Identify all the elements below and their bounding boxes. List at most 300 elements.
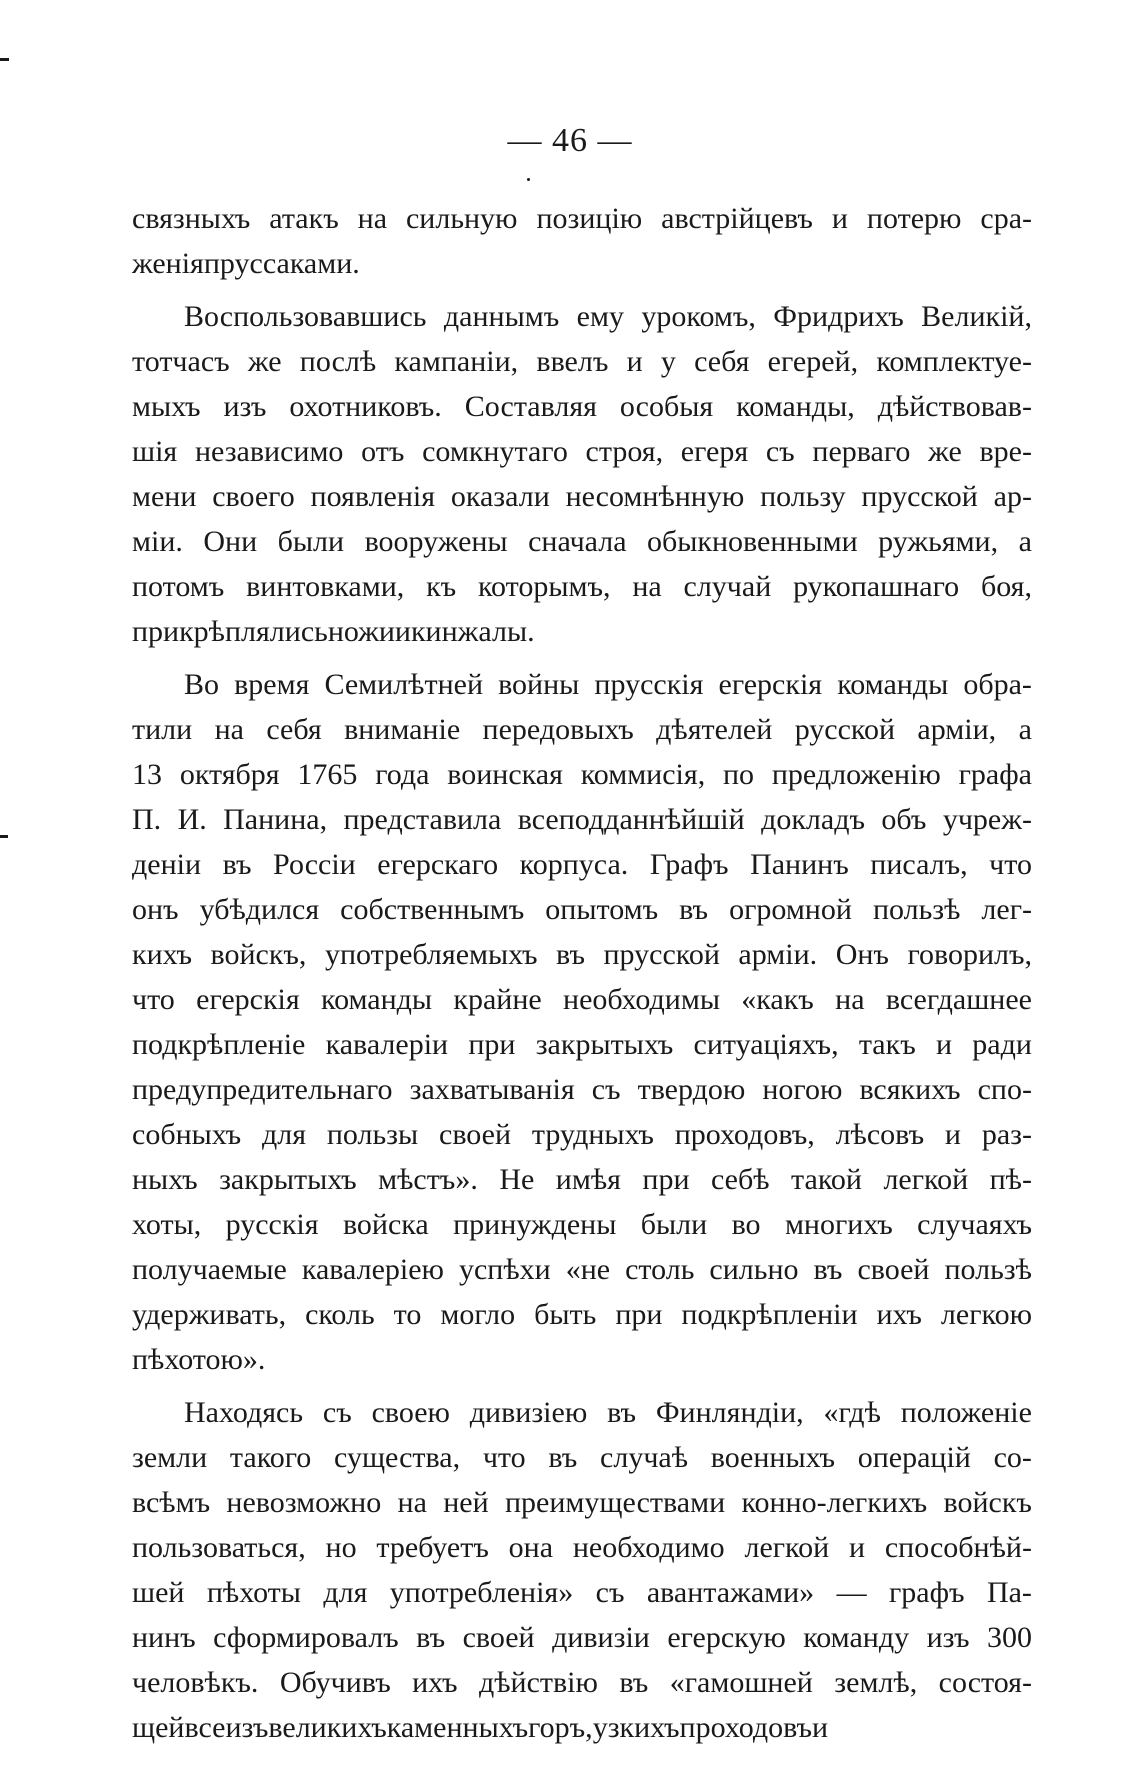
- word: и: [831, 202, 848, 235]
- word: тотчасъ: [132, 345, 230, 378]
- word: могло: [440, 1298, 516, 1331]
- word: корпуса.: [519, 848, 629, 881]
- word: при: [642, 1163, 690, 1196]
- word: коммисія,: [580, 758, 706, 791]
- word: съ: [322, 1396, 352, 1429]
- word: авантажами»: [646, 1576, 815, 1609]
- text-line: [132, 564, 1032, 609]
- word: съ: [591, 1073, 621, 1106]
- word: русскія: [225, 1208, 319, 1241]
- word: егерей,: [767, 345, 859, 378]
- word: способнѣй-: [884, 1531, 1032, 1564]
- word: изъ: [223, 390, 267, 423]
- word: необходимы: [563, 983, 720, 1016]
- margin-mark: [0, 58, 9, 61]
- word: каменныхъ: [386, 1711, 529, 1744]
- word: къ: [426, 570, 457, 603]
- word: узкихъ: [592, 1711, 680, 1744]
- word: закрытыхъ: [219, 1163, 357, 1196]
- text-line: [132, 797, 1032, 842]
- word: всѣмъ: [132, 1486, 211, 1519]
- word: опытомъ: [545, 893, 659, 926]
- text-line: [132, 752, 1032, 797]
- word: пользѣ: [944, 1253, 1032, 1286]
- word: несомнѣнную: [565, 480, 745, 513]
- word: кавалеріи: [325, 1028, 449, 1061]
- word: и: [626, 345, 643, 378]
- word: проходовъ: [679, 1711, 813, 1744]
- word: многихъ: [784, 1208, 893, 1241]
- word: потомъ: [132, 570, 225, 603]
- word: легкой: [883, 1163, 969, 1196]
- word: случаяхъ: [917, 1208, 1032, 1241]
- word: на: [397, 1486, 427, 1519]
- word: человѣкъ.: [132, 1666, 259, 1699]
- word: ар-: [993, 480, 1032, 513]
- word: въ: [222, 848, 252, 881]
- word: операцій: [857, 1441, 971, 1474]
- word: захватыванія: [409, 1073, 575, 1106]
- word: земли: [132, 1441, 208, 1474]
- word: Онъ: [835, 938, 889, 971]
- word: П.: [132, 803, 162, 836]
- word: проходовъ,: [674, 1118, 815, 1151]
- word: учреж-: [942, 803, 1032, 836]
- word: дивизіею: [469, 1396, 588, 1429]
- word: были: [640, 1208, 708, 1241]
- word: легкою: [940, 1298, 1032, 1331]
- text-line: [132, 1390, 1032, 1435]
- word: все: [184, 1711, 226, 1744]
- word: октября: [179, 758, 280, 791]
- word: на: [357, 202, 388, 235]
- text-line: [132, 662, 1032, 707]
- word: обра-: [963, 668, 1032, 701]
- word: арміи,: [917, 713, 997, 746]
- word: сра-: [980, 202, 1032, 235]
- word: ввелъ: [536, 345, 609, 378]
- word: шей: [132, 1576, 185, 1609]
- word: ножи: [327, 615, 395, 648]
- word: объ: [881, 803, 927, 836]
- word: лег-: [981, 893, 1032, 926]
- word: щей: [132, 1711, 185, 1744]
- word: на: [835, 983, 865, 1016]
- word: что: [482, 1441, 526, 1474]
- word: она: [508, 1531, 554, 1564]
- word: въ: [679, 893, 709, 926]
- word: для: [262, 1118, 307, 1151]
- word: подкрѣпленіе: [132, 1028, 306, 1061]
- word: войны: [498, 668, 580, 701]
- word: себѣ: [711, 1163, 770, 1196]
- word: прусскія: [594, 668, 704, 701]
- word: а: [1018, 525, 1032, 558]
- paragraph: [132, 294, 1032, 654]
- word: пользу: [760, 480, 846, 513]
- text-line: [132, 1067, 1032, 1112]
- word: войска: [342, 1208, 429, 1241]
- word: ему: [576, 300, 624, 333]
- word: егерскія: [718, 668, 823, 701]
- word: изъ: [926, 1621, 970, 1654]
- word: лѣсовъ: [835, 1118, 925, 1151]
- word: егеря: [680, 435, 749, 468]
- word: въ: [813, 1253, 843, 1286]
- text-line: [132, 609, 1032, 654]
- word: міи.: [132, 525, 183, 558]
- word: крайне: [453, 983, 542, 1016]
- word: твердою: [637, 1073, 746, 1106]
- word: убѣдился: [199, 893, 320, 926]
- word: случаѣ: [600, 1441, 689, 1474]
- word: такой: [791, 1163, 862, 1196]
- word: потерю: [866, 202, 962, 235]
- word: для: [323, 1576, 368, 1609]
- word: же: [247, 345, 282, 378]
- word: Графъ: [649, 848, 729, 881]
- word: столь: [625, 1253, 695, 1286]
- word: вре-: [979, 435, 1032, 468]
- word: графа: [958, 758, 1032, 791]
- word: хоты,: [132, 1208, 202, 1241]
- word: кихъ: [132, 938, 192, 971]
- text-line: [132, 196, 1032, 241]
- word: дѣйствію: [478, 1666, 598, 1699]
- text-line: [132, 1157, 1032, 1202]
- word: своею: [371, 1396, 450, 1429]
- text-line: [132, 1570, 1032, 1615]
- word: И.: [177, 803, 207, 836]
- word: во: [731, 1208, 761, 1241]
- text-line: [132, 977, 1032, 1022]
- word: Панинъ: [750, 848, 849, 881]
- word: оказали: [450, 480, 550, 513]
- text-line: [132, 1022, 1032, 1067]
- word: а: [1018, 713, 1032, 746]
- word: егерскаго: [377, 848, 499, 881]
- text-line: [132, 241, 1032, 286]
- word: команды: [837, 668, 949, 701]
- word: прикрѣплялись: [132, 615, 328, 648]
- word: связныхъ: [132, 202, 251, 235]
- word: преимуществами: [505, 1486, 726, 1519]
- text-line: [132, 1705, 1032, 1750]
- word: дѣйствовав-: [877, 390, 1032, 423]
- word: рукопашнаго: [793, 570, 960, 603]
- word: мѣстъ».: [378, 1163, 478, 1196]
- body-text: [132, 196, 1032, 1758]
- word: были: [277, 525, 345, 558]
- text-line: [132, 1480, 1032, 1525]
- word: существа,: [334, 1441, 461, 1474]
- word: въ: [619, 1666, 649, 1699]
- word: прусской: [603, 938, 720, 971]
- word: своего: [212, 480, 295, 513]
- text-line: [132, 474, 1032, 519]
- word: ногою: [762, 1073, 843, 1106]
- word: докладъ: [761, 803, 865, 836]
- paragraph: [132, 196, 1032, 286]
- text-line: [132, 339, 1032, 384]
- word: изъ: [225, 1711, 269, 1744]
- word: всегдашнее: [885, 983, 1032, 1016]
- word: горъ,: [528, 1711, 593, 1744]
- paragraph: [132, 1390, 1032, 1750]
- word: кампаніи,: [394, 345, 519, 378]
- word: австрійцевъ: [661, 202, 813, 235]
- word: винтовками,: [246, 570, 405, 603]
- word: и: [394, 615, 411, 648]
- word: у: [660, 345, 676, 378]
- word: команды: [321, 983, 433, 1016]
- word: года: [375, 758, 430, 791]
- word: и: [812, 1711, 829, 1744]
- word: независимо: [194, 435, 344, 468]
- word: же: [928, 435, 962, 468]
- text-line: [132, 1202, 1032, 1247]
- paragraph: [132, 662, 1032, 1382]
- word: огромной: [729, 893, 852, 926]
- text-line: [132, 1337, 1032, 1382]
- word: пѣхоты: [206, 1576, 301, 1609]
- word: успѣхи: [458, 1253, 551, 1286]
- word: тили: [132, 713, 193, 746]
- word: онъ: [132, 893, 179, 926]
- text-line: [132, 707, 1032, 752]
- word: своей: [462, 1621, 535, 1654]
- word: позицію: [536, 202, 643, 235]
- word: что: [132, 983, 175, 1016]
- word: русской: [794, 713, 896, 746]
- word: отъ: [361, 435, 405, 468]
- word: всякихъ: [859, 1073, 961, 1106]
- word: что: [989, 848, 1032, 881]
- word: ружьями,: [878, 525, 999, 558]
- word: говорилъ,: [907, 938, 1032, 971]
- word: охотниковъ.: [289, 390, 442, 423]
- word: особыя: [619, 390, 714, 423]
- word: ихъ: [412, 1666, 458, 1699]
- word: своей: [439, 1118, 512, 1151]
- ink-dot: [527, 178, 530, 181]
- word: Великій,: [921, 300, 1032, 333]
- word: пѣ-: [989, 1163, 1032, 1196]
- word: ныхъ: [132, 1163, 198, 1196]
- word: урокомъ,: [641, 300, 756, 333]
- word: на: [632, 570, 662, 603]
- word: кинжалы.: [410, 615, 535, 648]
- word: и: [848, 1531, 866, 1564]
- text-line: [132, 1615, 1032, 1660]
- margin-mark: [0, 835, 8, 838]
- word: дивизіи: [552, 1621, 650, 1654]
- word: команды,: [736, 390, 855, 423]
- word: невозможно: [226, 1486, 382, 1519]
- word: «не: [565, 1253, 611, 1286]
- word: съ: [595, 1576, 625, 1609]
- word: «гамошней: [669, 1666, 813, 1699]
- word: имѣя: [555, 1163, 621, 1196]
- word: представила: [343, 803, 502, 836]
- word: себя: [694, 345, 750, 378]
- word: атакъ: [269, 202, 339, 235]
- word: Они: [203, 525, 258, 558]
- word: Не: [499, 1163, 535, 1196]
- word: предупредительнаго: [132, 1073, 393, 1106]
- word: деніи: [132, 848, 202, 881]
- word: удерживать,: [132, 1298, 287, 1331]
- word: получаемые: [132, 1253, 287, 1286]
- word: мыхъ: [132, 390, 201, 423]
- word: и: [944, 1118, 961, 1151]
- word: воинская: [447, 758, 563, 791]
- word: Составляя: [464, 390, 597, 423]
- word: собственнымъ: [340, 893, 525, 926]
- word: даннымъ: [443, 300, 560, 333]
- word: случай: [683, 570, 772, 603]
- word: боя,: [980, 570, 1032, 603]
- word: закрытыхъ: [535, 1028, 674, 1061]
- word: легкой: [744, 1531, 830, 1564]
- word: вниманіе: [344, 713, 461, 746]
- word: кавалеріею: [301, 1253, 444, 1286]
- word: строя,: [585, 435, 664, 468]
- word: конно-легкихъ: [741, 1486, 928, 1519]
- word: Россіи: [273, 848, 356, 881]
- word: сильно: [709, 1253, 799, 1286]
- word: ихъ: [876, 1298, 922, 1331]
- word: —: [836, 1576, 867, 1609]
- word: необходимо: [572, 1531, 725, 1564]
- word: себя: [266, 713, 322, 746]
- word: шія: [132, 435, 178, 468]
- text-line: [132, 932, 1032, 977]
- word: егерскія: [196, 983, 300, 1016]
- word: своей: [857, 1253, 930, 1286]
- word: пользоваться,: [132, 1531, 306, 1564]
- word: на: [214, 713, 244, 746]
- word: которымъ,: [477, 570, 611, 603]
- word: то: [393, 1298, 422, 1331]
- word: женія: [132, 247, 204, 280]
- word: пользы: [326, 1118, 419, 1151]
- word: передовыхъ: [482, 713, 634, 746]
- word: арміи.: [738, 938, 818, 971]
- word: со-: [993, 1441, 1032, 1474]
- word: въ: [416, 1621, 446, 1654]
- word: Панина,: [223, 803, 328, 836]
- word: Фридрихъ: [773, 300, 904, 333]
- word: пѣхотою».: [132, 1343, 266, 1376]
- word: Семилѣтней: [324, 668, 483, 701]
- word: употребляемыхъ: [324, 938, 538, 971]
- text-line: [132, 1292, 1032, 1337]
- text-line: [132, 887, 1032, 932]
- word: сформировалъ: [213, 1621, 399, 1654]
- word: ради: [972, 1028, 1032, 1061]
- word: «какъ: [741, 983, 814, 1016]
- word: нинъ: [132, 1621, 196, 1654]
- word: ней: [443, 1486, 489, 1519]
- word: при: [615, 1298, 663, 1331]
- word: такого: [229, 1441, 312, 1474]
- word: пруссаками.: [203, 247, 360, 280]
- word: Обучивъ: [279, 1666, 391, 1699]
- word: собныхъ: [132, 1118, 242, 1151]
- word: въ: [556, 938, 585, 971]
- word: вооружены: [364, 525, 508, 558]
- text-line: [132, 1525, 1032, 1570]
- text-line: [132, 519, 1032, 564]
- word: писалъ,: [870, 848, 968, 881]
- text-line: [132, 384, 1032, 429]
- word: послѣ: [299, 345, 377, 378]
- word: Воспользовавшись: [184, 300, 427, 333]
- word: войскъ: [943, 1486, 1032, 1519]
- word: 300: [986, 1621, 1032, 1654]
- word: по: [723, 758, 755, 791]
- word: 1765: [297, 758, 358, 791]
- word: въ: [548, 1441, 578, 1474]
- word: «гдѣ: [823, 1396, 881, 1429]
- word: такъ: [858, 1028, 916, 1061]
- word: пользѣ: [872, 893, 961, 926]
- text-line: [132, 1112, 1032, 1157]
- word: комплектуе-: [876, 345, 1032, 378]
- word: землѣ,: [834, 1666, 918, 1699]
- word: мени: [132, 480, 197, 513]
- word: сколь: [305, 1298, 375, 1331]
- word: сомкнутаго: [422, 435, 568, 468]
- word: состоя-: [938, 1666, 1032, 1699]
- word: раз-: [981, 1118, 1032, 1151]
- word: егерскую: [667, 1621, 786, 1654]
- text-line: [132, 842, 1032, 887]
- page-number: — 46 —: [507, 122, 633, 159]
- word: требуетъ: [376, 1531, 489, 1564]
- word: 13: [132, 758, 162, 791]
- word: сначала: [528, 525, 627, 558]
- word: Находясь: [184, 1396, 304, 1429]
- text-line: [132, 1247, 1032, 1292]
- text-line: [132, 1660, 1032, 1705]
- word: прусской: [861, 480, 978, 513]
- word: трудныхъ: [531, 1118, 654, 1151]
- word: появленія: [310, 480, 436, 513]
- word: великихъ: [268, 1711, 387, 1744]
- text-line: [132, 294, 1032, 339]
- word: обыкновенными: [647, 525, 858, 558]
- word: военныхъ: [710, 1441, 836, 1474]
- word: употребленія»: [389, 1576, 574, 1609]
- text-line: [132, 1435, 1032, 1480]
- word: Па-: [986, 1576, 1032, 1609]
- text-line: [132, 429, 1032, 474]
- word: при: [468, 1028, 516, 1061]
- word: положеніе: [900, 1396, 1032, 1429]
- word: и: [935, 1028, 953, 1061]
- word: перваго: [812, 435, 911, 468]
- word: ситуаціяхъ,: [693, 1028, 839, 1061]
- word: принуждены: [453, 1208, 617, 1241]
- word: но: [325, 1531, 357, 1564]
- word: Во: [184, 668, 220, 701]
- word: войскъ,: [210, 938, 307, 971]
- word: графъ: [888, 1576, 965, 1609]
- word: быть: [534, 1298, 597, 1331]
- word: Финляндіи,: [655, 1396, 804, 1429]
